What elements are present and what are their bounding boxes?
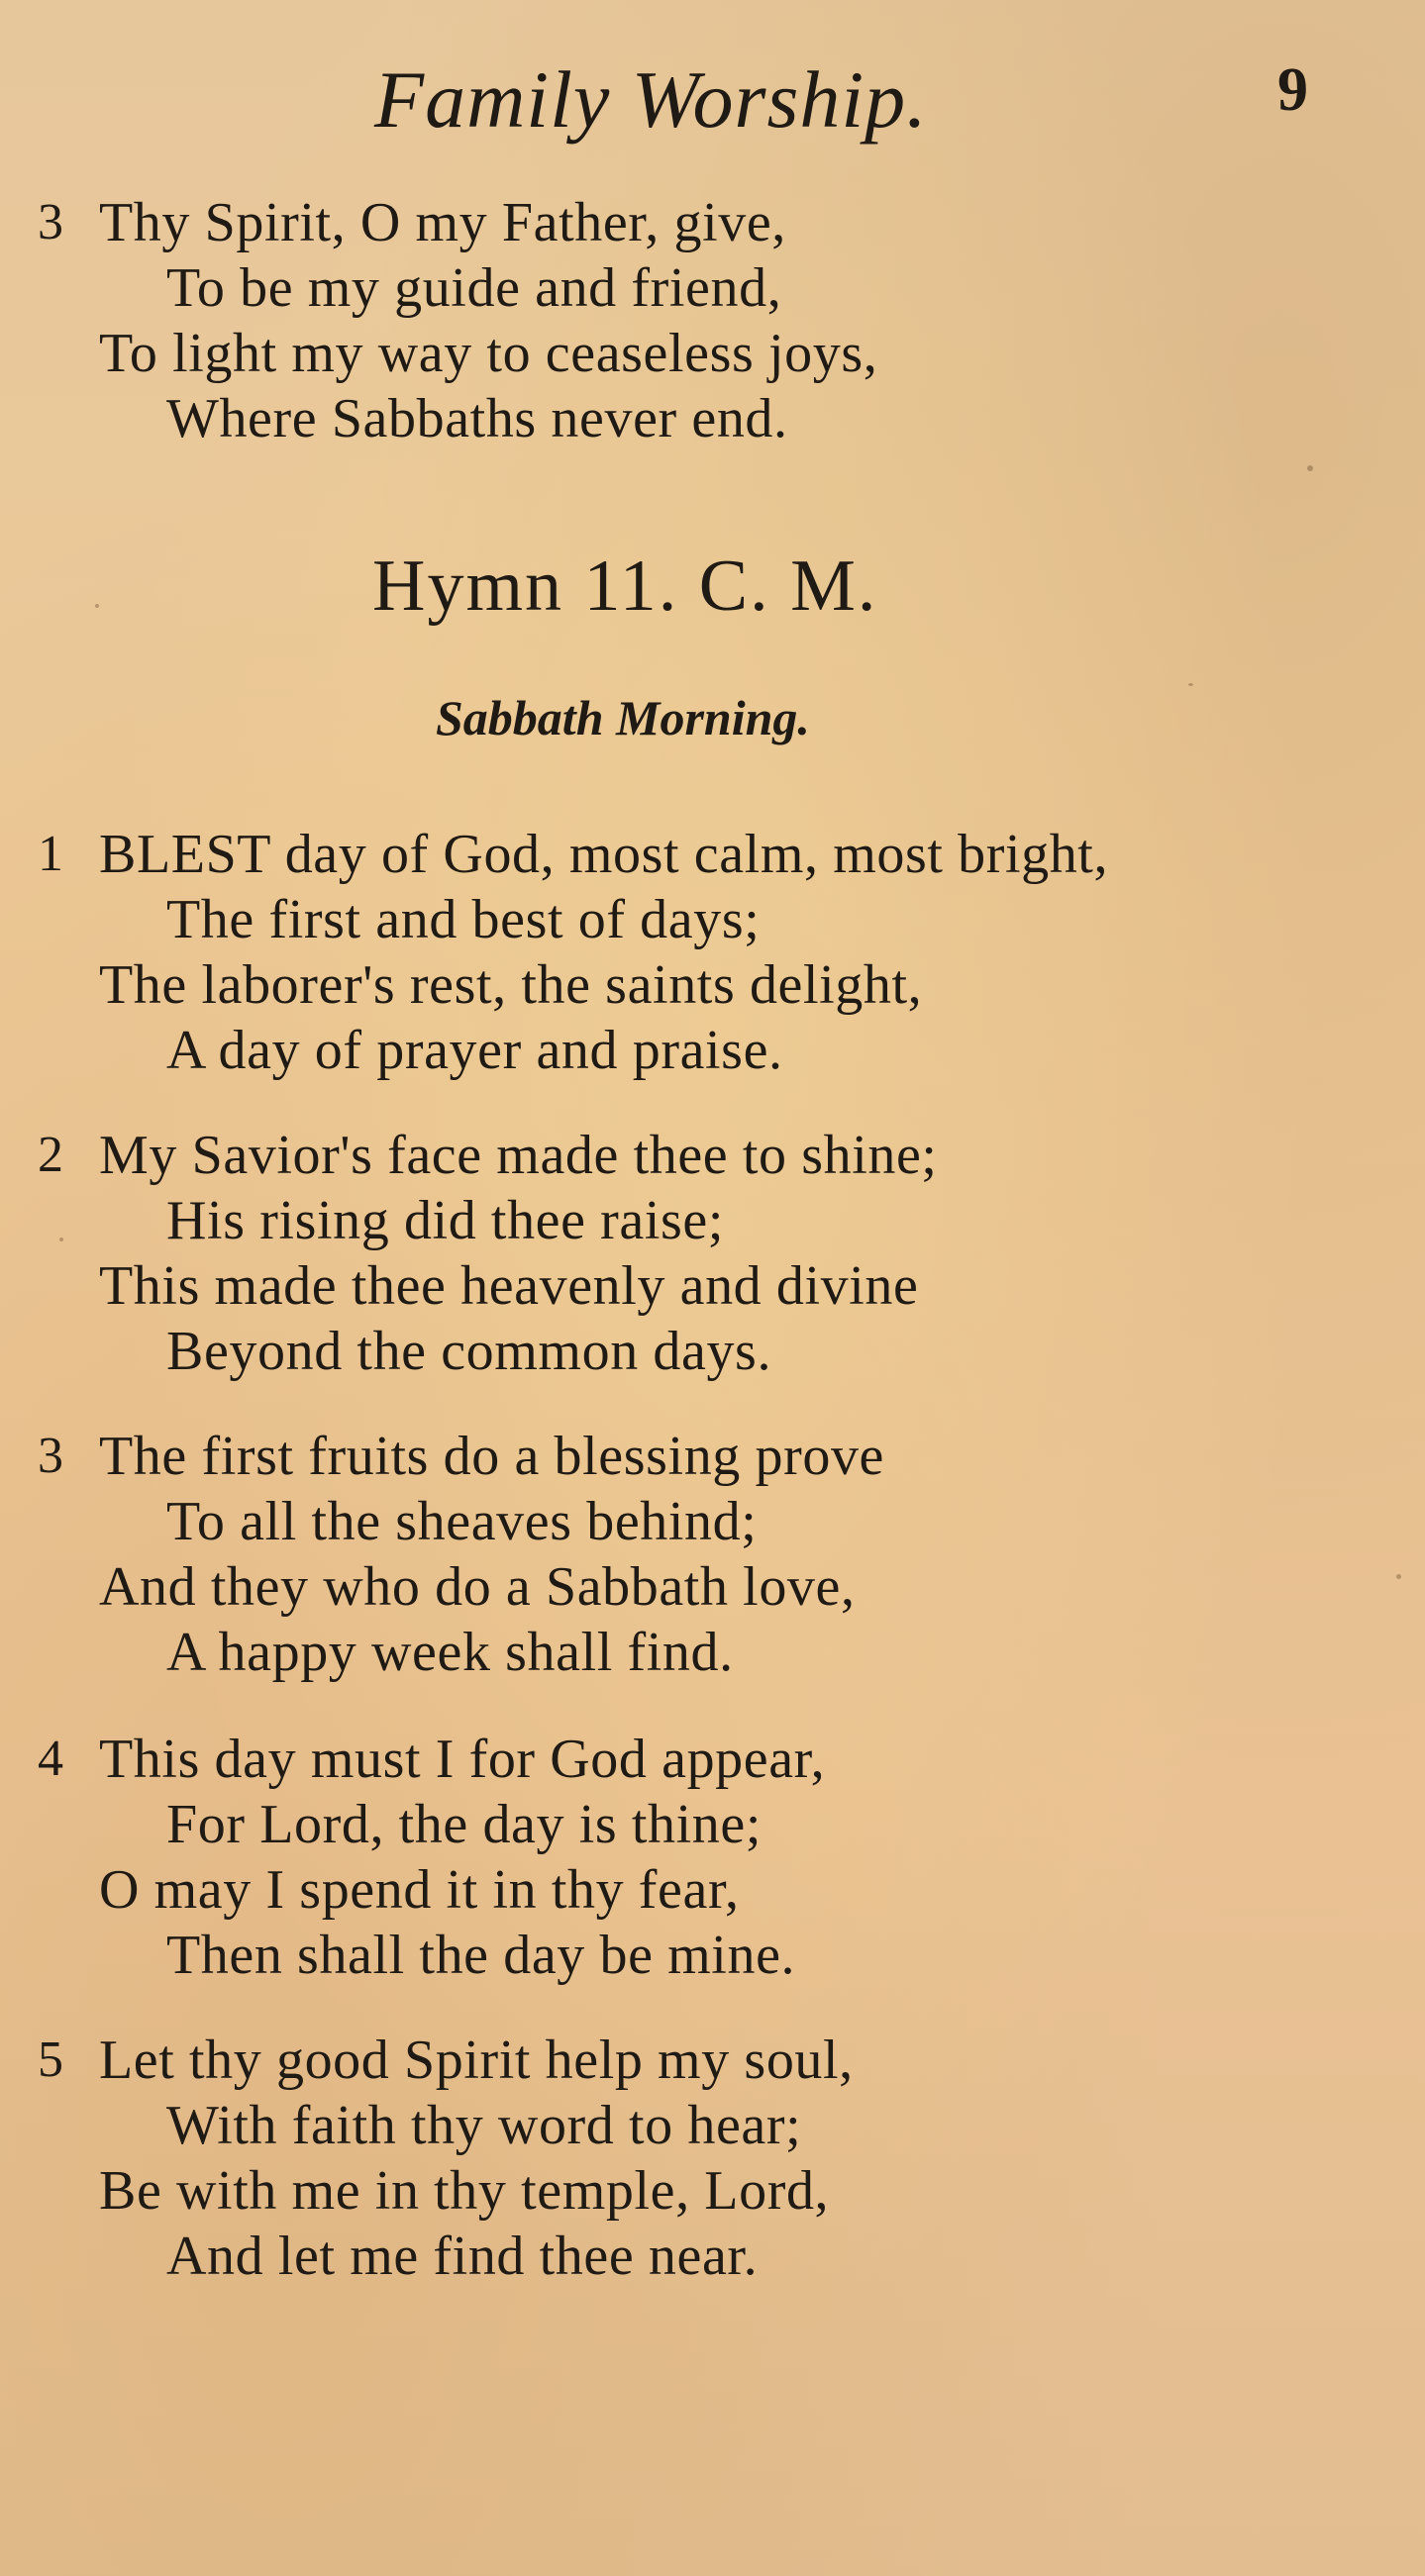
- hymn-heading: Hymn 11. C. M.: [372, 545, 878, 627]
- verse-line: This made thee heavenly and divine: [99, 1255, 919, 1317]
- running-header: [0, 40, 1425, 149]
- verse-line: A happy week shall find.: [166, 1622, 734, 1683]
- verse-line: Beyond the common days.: [166, 1321, 772, 1382]
- stanza-number: 2: [38, 1127, 63, 1183]
- verse-line: My Savior's face made thee to shine;: [99, 1125, 938, 1186]
- stanza-number: 1: [38, 826, 63, 882]
- stanza-number: 3: [38, 1428, 63, 1484]
- verse-line: For Lord, the day is thine;: [166, 1794, 763, 1855]
- verse-line: To light my way to ceaseless joys,: [99, 323, 878, 384]
- stanza-number: 3: [38, 194, 63, 250]
- verse-line: The first fruits do a blessing prove: [99, 1426, 884, 1487]
- verse-line: And they who do a Sabbath love,: [99, 1556, 856, 1618]
- verse-line: Where Sabbaths never end.: [166, 388, 788, 449]
- stanza-number: 4: [38, 1731, 63, 1787]
- verse-line: BLEST day of God, most calm, most bright,: [99, 824, 1109, 885]
- verse-line: Be with me in thy temple, Lord,: [99, 2160, 830, 2222]
- verse-line: With faith thy word to hear;: [166, 2095, 802, 2156]
- verse-line: And let me find thee near.: [166, 2226, 759, 2287]
- verse-line: To be my guide and friend,: [166, 257, 782, 319]
- verse-line: To all the sheaves behind;: [166, 1491, 758, 1552]
- verse-line: A day of prayer and praise.: [166, 1020, 783, 1081]
- verse-line: Let thy good Spirit help my soul,: [99, 2030, 854, 2091]
- verse-line: This day must I for God appear,: [99, 1729, 826, 1790]
- verse-line: His rising did thee raise;: [166, 1190, 725, 1251]
- hymn-subtitle: Sabbath Morning.: [436, 690, 810, 745]
- verse-line: Then shall the day be mine.: [166, 1925, 796, 1986]
- verse-line: Thy Spirit, O my Father, give,: [99, 192, 786, 253]
- page-number: 9: [1277, 56, 1308, 124]
- stanza-number: 5: [38, 2031, 63, 2088]
- verse-line: O may I spend it in thy fear,: [99, 1859, 740, 1921]
- verse-line: The laborer's rest, the saints delight,: [99, 954, 923, 1016]
- running-title: Family Worship.: [374, 54, 928, 145]
- verse-line: The first and best of days;: [166, 889, 761, 950]
